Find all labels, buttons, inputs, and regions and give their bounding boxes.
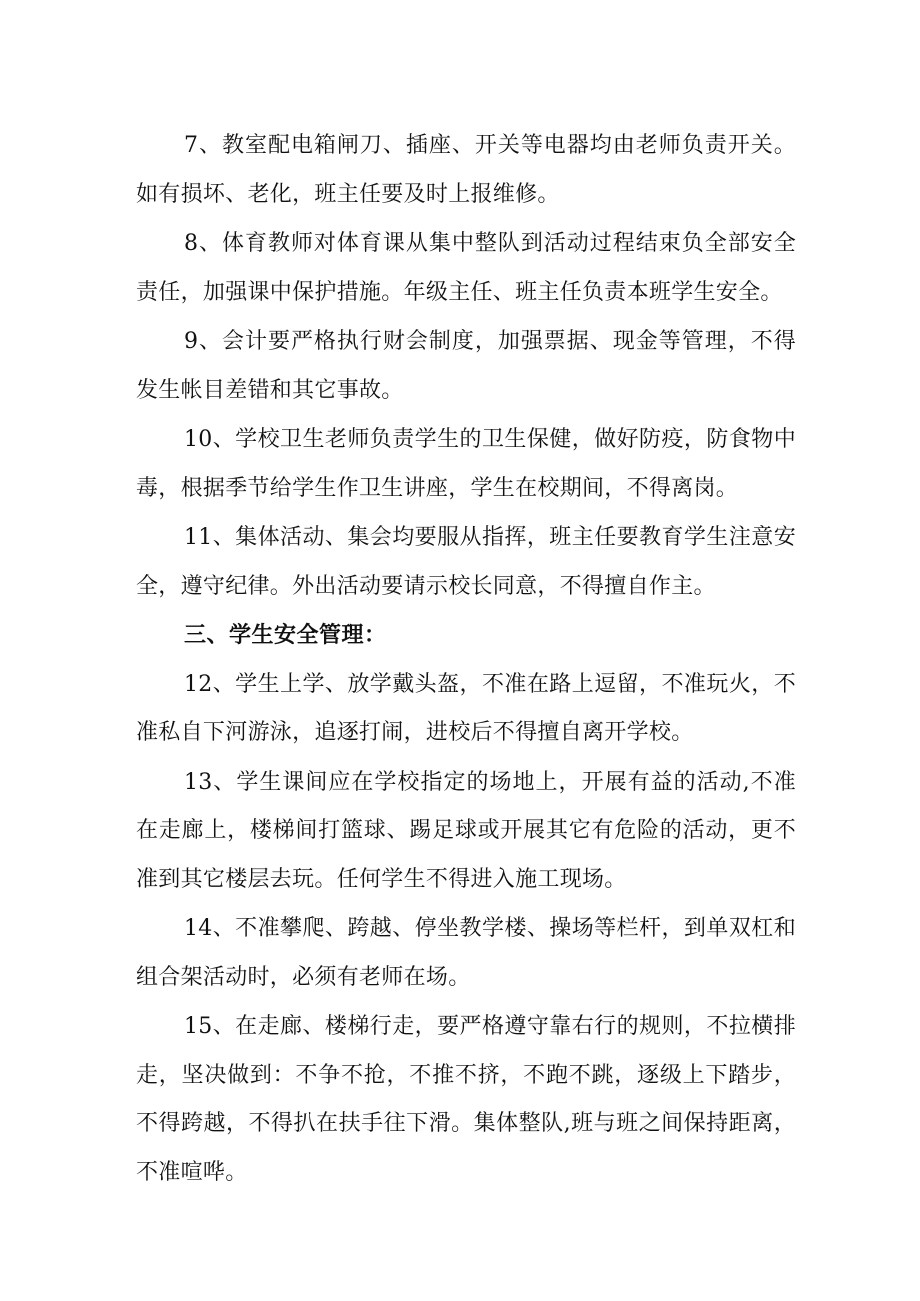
paragraph-11: 11、集体活动、集会均要服从指挥，班主任要教育学生注意安全，遵守纪律。外出活动要请示校长同意，不得擅自作主。 — [136, 525, 796, 599]
paragraph-8: 8、体育教师对体育课从集中整队到活动过程结束负全部安全责任，加强课中保护措施。年级主任、班主任负责本班学生安全。 — [136, 231, 796, 305]
paragraph-7: 7、教室配电箱闸刀、插座、开关等电器均由老师负责开关。如有损坏、老化，班主任要及时上报维修。 — [136, 133, 796, 207]
paragraph-12: 12、学生上学、放学戴头盔，不准在路上逗留，不准玩火，不准私自下河游泳，追逐打闹，进校后不得擅自离开学校。 — [136, 671, 796, 745]
document-body — [136, 122, 796, 1198]
paragraph-14: 14、不准攀爬、跨越、停坐教学楼、操场等栏杆，到单双杠和组合架活动时，必须有老师在场。 — [136, 916, 796, 990]
paragraph-9: 9、会计要严格执行财会制度，加强票据、现金等管理，不得发生帐目差错和其它事故。 — [136, 329, 796, 403]
section-heading: 三、学生安全管理： — [184, 623, 387, 648]
paragraph-13: 13、学生课间应在学校指定的场地上，开展有益的活动,不准在走廊上，楼梯间打篮球、踢足球或开展其它有危险的活动，更不准到其它楼层去玩。任何学生不得进入施工现场。 — [136, 769, 796, 892]
paragraph-15: 15、在走廊、楼梯行走，要严格遵守靠右行的规则，不拉横排走，坚决做到：不争不抢，不推不挤，不跑不跳，逐级上下踏步，不得跨越，不得扒在扶手往下滑。集体整队,班与班之间保持距离，不准喧哗。 — [136, 1014, 796, 1185]
paragraph-10: 10、学校卫生老师负责学生的卫生保健，做好防疫，防食物中毒，根据季节给学生作卫生讲座，学生在校期间，不得离岗。 — [136, 427, 796, 501]
